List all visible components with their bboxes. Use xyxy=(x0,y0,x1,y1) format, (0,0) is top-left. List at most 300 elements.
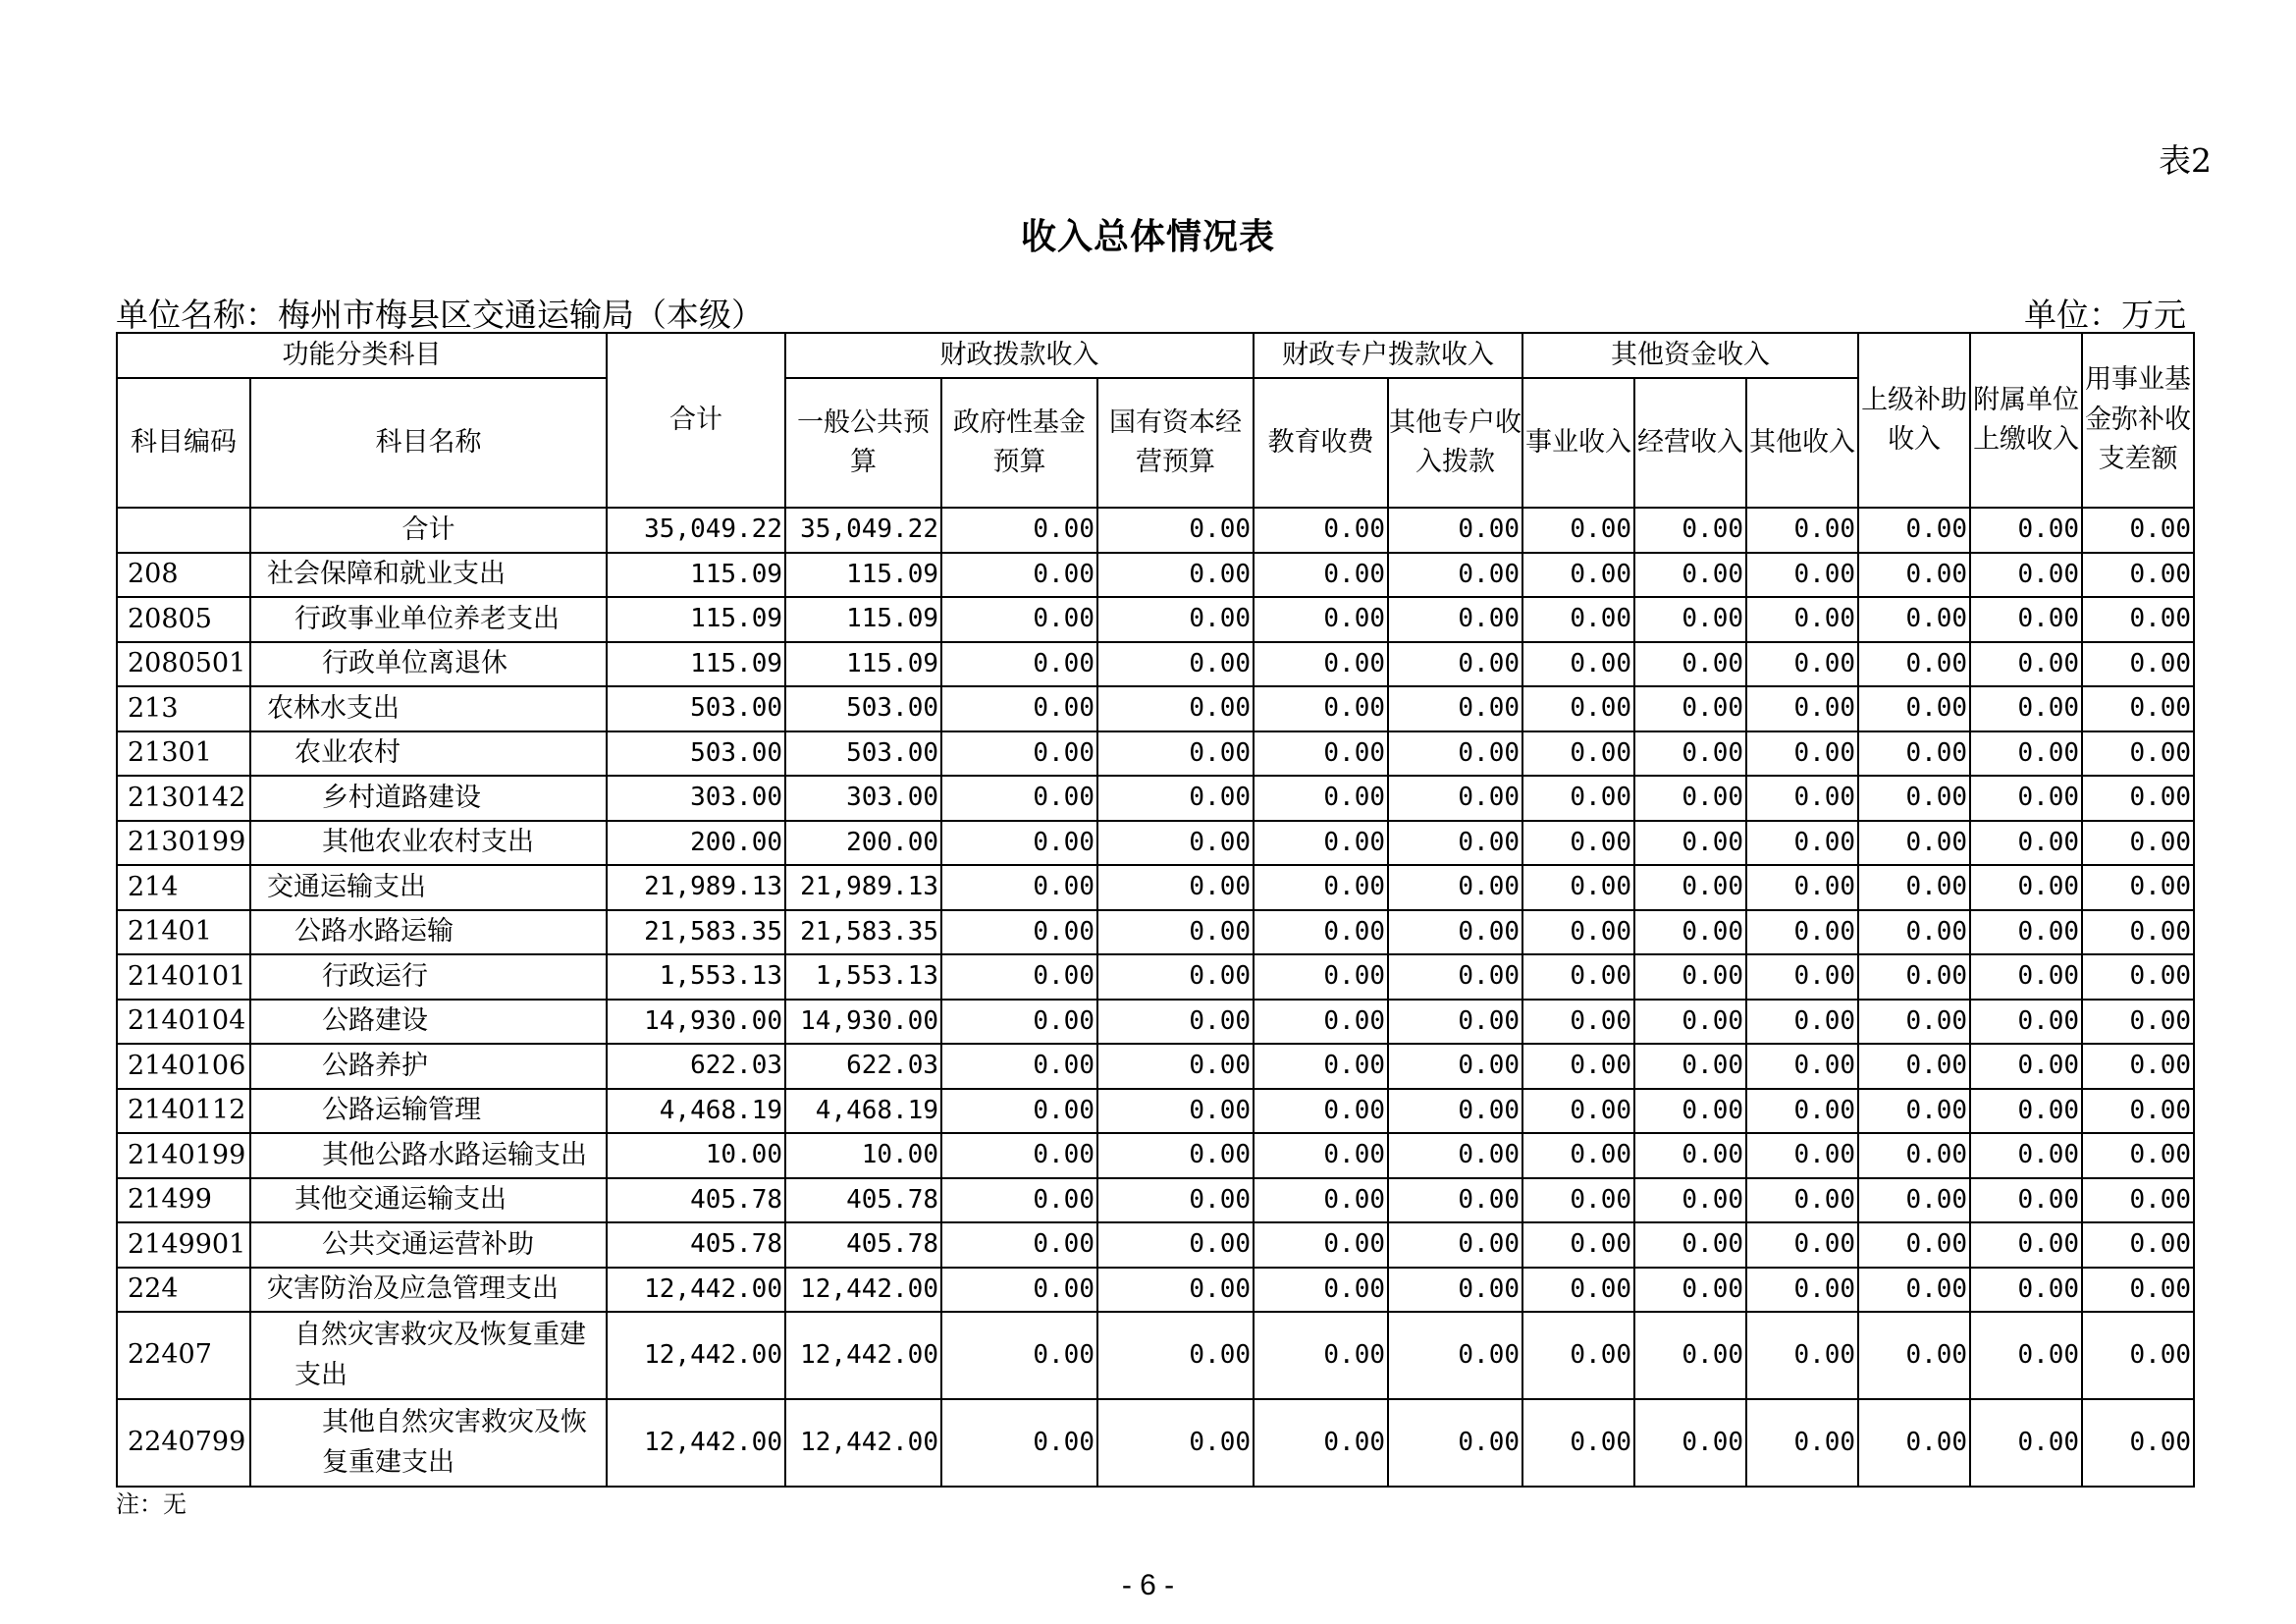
table-row xyxy=(117,1312,2194,1399)
cell-name: 其他农业农村支出 xyxy=(250,821,607,866)
cell-value: 0.00 xyxy=(1634,1178,1746,1223)
cell-value: 0.00 xyxy=(2082,508,2194,553)
cell-code: 2080501 xyxy=(117,642,250,687)
header-superior: 上级补助收入 xyxy=(1858,333,1970,508)
cell-value: 0.00 xyxy=(1858,1133,1970,1178)
cell-value: 0.00 xyxy=(1970,553,2082,598)
cell-value: 0.00 xyxy=(1254,865,1388,910)
cell-name: 公路运输管理 xyxy=(250,1089,607,1134)
header-other: 其他收入 xyxy=(1746,378,1858,508)
cell-value: 0.00 xyxy=(2082,1268,2194,1313)
cell-value: 0.00 xyxy=(1970,1312,2082,1399)
cell-value: 0.00 xyxy=(1746,865,1858,910)
cell-value: 10.00 xyxy=(607,1133,785,1178)
cell-value: 35,049.22 xyxy=(785,508,941,553)
cell-value: 405.78 xyxy=(785,1178,941,1223)
cell-code: 21499 xyxy=(117,1178,250,1223)
cell-value: 0.00 xyxy=(1746,1178,1858,1223)
cell-name: 行政单位离退休 xyxy=(250,642,607,687)
cell-value: 0.00 xyxy=(1522,1222,1634,1268)
cell-value: 0.00 xyxy=(941,686,1097,731)
cell-value: 21,989.13 xyxy=(607,865,785,910)
cell-value: 0.00 xyxy=(941,642,1097,687)
cell-value: 0.00 xyxy=(1388,597,1522,642)
cell-value: 0.00 xyxy=(2082,821,2194,866)
header-other-funds: 其他资金收入 xyxy=(1522,333,1858,378)
table-row xyxy=(117,954,2194,1000)
cell-value: 0.00 xyxy=(1970,1399,2082,1487)
cell-value: 0.00 xyxy=(1634,1312,1746,1399)
cell-value: 0.00 xyxy=(1097,1312,1254,1399)
cell-value: 405.78 xyxy=(785,1222,941,1268)
cell-value: 0.00 xyxy=(1746,642,1858,687)
cell-value: 0.00 xyxy=(2082,553,2194,598)
cell-value: 0.00 xyxy=(1097,686,1254,731)
cell-code xyxy=(117,508,250,553)
cell-value: 0.00 xyxy=(1970,821,2082,866)
cell-value: 0.00 xyxy=(1522,776,1634,821)
cell-value: 0.00 xyxy=(1522,508,1634,553)
cell-value: 115.09 xyxy=(785,642,941,687)
cell-value: 0.00 xyxy=(1522,1399,1634,1487)
cell-value: 0.00 xyxy=(1522,954,1634,1000)
cell-value: 0.00 xyxy=(1746,1000,1858,1045)
header-special: 财政专户拨款收入 xyxy=(1254,333,1522,378)
cell-value: 0.00 xyxy=(1388,1178,1522,1223)
cell-value: 303.00 xyxy=(785,776,941,821)
cell-value: 0.00 xyxy=(1522,910,1634,955)
cell-value: 0.00 xyxy=(1097,1044,1254,1089)
income-table xyxy=(116,332,2195,1488)
cell-value: 303.00 xyxy=(607,776,785,821)
cell-value: 0.00 xyxy=(1970,1044,2082,1089)
cell-value: 0.00 xyxy=(1746,1089,1858,1134)
page-title: 收入总体情况表 xyxy=(1020,216,1275,257)
table-row xyxy=(117,1089,2194,1134)
cell-value: 0.00 xyxy=(941,910,1097,955)
cell-value: 4,468.19 xyxy=(607,1089,785,1134)
cell-value: 0.00 xyxy=(1097,1178,1254,1223)
cell-value: 0.00 xyxy=(1388,686,1522,731)
header-code: 科目编码 xyxy=(117,378,250,508)
cell-value: 0.00 xyxy=(1746,910,1858,955)
cell-name: 交通运输支出 xyxy=(250,865,607,910)
cell-value: 0.00 xyxy=(1634,910,1746,955)
cell-value: 0.00 xyxy=(1254,597,1388,642)
cell-value: 0.00 xyxy=(1097,1268,1254,1313)
cell-code: 224 xyxy=(117,1268,250,1313)
cell-value: 0.00 xyxy=(1522,1000,1634,1045)
cell-value: 0.00 xyxy=(941,508,1097,553)
header-career: 事业收入 xyxy=(1522,378,1634,508)
header-total: 合计 xyxy=(607,333,785,508)
cell-value: 0.00 xyxy=(941,1399,1097,1487)
table-row xyxy=(117,1133,2194,1178)
unit-label: 单位：万元 xyxy=(2024,296,2186,334)
cell-value: 0.00 xyxy=(1097,508,1254,553)
cell-value: 0.00 xyxy=(1746,731,1858,777)
cell-value: 0.00 xyxy=(941,597,1097,642)
table-row xyxy=(117,776,2194,821)
cell-value: 0.00 xyxy=(1634,508,1746,553)
cell-value: 0.00 xyxy=(1746,553,1858,598)
header-edu-fee: 教育收费 xyxy=(1254,378,1388,508)
cell-value: 0.00 xyxy=(1858,910,1970,955)
cell-value: 0.00 xyxy=(1254,1399,1388,1487)
cell-value: 0.00 xyxy=(2082,776,2194,821)
cell-code: 21301 xyxy=(117,731,250,777)
cell-name: 其他交通运输支出 xyxy=(250,1178,607,1223)
cell-value: 200.00 xyxy=(607,821,785,866)
cell-value: 0.00 xyxy=(1746,1268,1858,1313)
header-affiliated: 附属单位上缴收入 xyxy=(1970,333,2082,508)
cell-value: 0.00 xyxy=(1858,508,1970,553)
table-row xyxy=(117,686,2194,731)
cell-code: 2140104 xyxy=(117,1000,250,1045)
cell-value: 0.00 xyxy=(1254,1000,1388,1045)
cell-value: 0.00 xyxy=(1388,954,1522,1000)
cell-value: 0.00 xyxy=(1254,553,1388,598)
cell-value: 0.00 xyxy=(1388,642,1522,687)
table-row xyxy=(117,821,2194,866)
cell-value: 0.00 xyxy=(1254,1312,1388,1399)
cell-value: 0.00 xyxy=(941,1133,1097,1178)
cell-value: 0.00 xyxy=(1388,1399,1522,1487)
cell-value: 0.00 xyxy=(1634,821,1746,866)
cell-value: 0.00 xyxy=(1746,508,1858,553)
cell-value: 115.09 xyxy=(785,553,941,598)
cell-name: 公路养护 xyxy=(250,1044,607,1089)
cell-value: 0.00 xyxy=(1858,553,1970,598)
cell-value: 0.00 xyxy=(2082,1178,2194,1223)
cell-value: 503.00 xyxy=(785,731,941,777)
cell-value: 0.00 xyxy=(941,731,1097,777)
cell-value: 0.00 xyxy=(1634,1133,1746,1178)
cell-value: 0.00 xyxy=(1097,731,1254,777)
cell-value: 12,442.00 xyxy=(785,1312,941,1399)
cell-value: 0.00 xyxy=(2082,1312,2194,1399)
cell-value: 0.00 xyxy=(1858,1178,1970,1223)
cell-name: 自然灾害救灾及恢复重建支出 xyxy=(250,1312,607,1399)
cell-value: 0.00 xyxy=(1970,642,2082,687)
cell-value: 115.09 xyxy=(607,553,785,598)
cell-value: 21,583.35 xyxy=(607,910,785,955)
cell-value: 0.00 xyxy=(1254,776,1388,821)
cell-value: 0.00 xyxy=(1522,821,1634,866)
cell-value: 0.00 xyxy=(1097,1133,1254,1178)
cell-value: 200.00 xyxy=(785,821,941,866)
cell-value: 0.00 xyxy=(2082,1089,2194,1134)
cell-value: 0.00 xyxy=(1097,1399,1254,1487)
cell-value: 0.00 xyxy=(1388,553,1522,598)
cell-value: 0.00 xyxy=(1388,1089,1522,1134)
cell-value: 0.00 xyxy=(1097,865,1254,910)
cell-value: 0.00 xyxy=(1746,1044,1858,1089)
cell-value: 0.00 xyxy=(941,1268,1097,1313)
cell-value: 0.00 xyxy=(1388,1268,1522,1313)
header-general-budget: 一般公共预算 xyxy=(785,378,941,508)
cell-value: 0.00 xyxy=(2082,865,2194,910)
cell-value: 0.00 xyxy=(1746,686,1858,731)
cell-value: 0.00 xyxy=(1254,508,1388,553)
cell-value: 0.00 xyxy=(1522,1044,1634,1089)
cell-value: 0.00 xyxy=(1634,1000,1746,1045)
cell-value: 0.00 xyxy=(1522,1178,1634,1223)
table-note: 注：无 xyxy=(116,1490,187,1518)
table-row xyxy=(117,553,2194,598)
cell-value: 12,442.00 xyxy=(785,1399,941,1487)
cell-value: 0.00 xyxy=(1097,1000,1254,1045)
cell-value: 503.00 xyxy=(785,686,941,731)
cell-value: 4,468.19 xyxy=(785,1089,941,1134)
cell-value: 0.00 xyxy=(1858,1399,1970,1487)
cell-value: 0.00 xyxy=(1970,731,2082,777)
cell-value: 0.00 xyxy=(1254,731,1388,777)
cell-value: 12,442.00 xyxy=(607,1312,785,1399)
table-row xyxy=(117,1399,2194,1487)
cell-value: 0.00 xyxy=(2082,642,2194,687)
cell-value: 0.00 xyxy=(1970,1178,2082,1223)
header-name: 科目名称 xyxy=(250,378,607,508)
cell-value: 0.00 xyxy=(1254,910,1388,955)
cell-value: 0.00 xyxy=(1970,1133,2082,1178)
cell-code: 2140106 xyxy=(117,1044,250,1089)
cell-value: 405.78 xyxy=(607,1222,785,1268)
cell-value: 0.00 xyxy=(1097,910,1254,955)
cell-value: 0.00 xyxy=(1746,821,1858,866)
table-row xyxy=(117,865,2194,910)
cell-name: 公路建设 xyxy=(250,1000,607,1045)
cell-value: 0.00 xyxy=(1858,1222,1970,1268)
cell-value: 0.00 xyxy=(1388,731,1522,777)
cell-value: 0.00 xyxy=(1254,821,1388,866)
cell-value: 0.00 xyxy=(2082,1399,2194,1487)
cell-value: 0.00 xyxy=(2082,686,2194,731)
cell-value: 0.00 xyxy=(1858,865,1970,910)
cell-value: 0.00 xyxy=(941,776,1097,821)
table-row xyxy=(117,910,2194,955)
cell-value: 0.00 xyxy=(1522,686,1634,731)
cell-value: 0.00 xyxy=(1746,954,1858,1000)
cell-value: 0.00 xyxy=(1522,731,1634,777)
cell-value: 0.00 xyxy=(1858,731,1970,777)
cell-name: 公路水路运输 xyxy=(250,910,607,955)
cell-value: 0.00 xyxy=(1254,1178,1388,1223)
cell-code: 214 xyxy=(117,865,250,910)
cell-name: 乡村道路建设 xyxy=(250,776,607,821)
cell-value: 0.00 xyxy=(1634,954,1746,1000)
cell-value: 0.00 xyxy=(941,1089,1097,1134)
cell-code: 2140101 xyxy=(117,954,250,1000)
cell-value: 0.00 xyxy=(2082,597,2194,642)
cell-value: 0.00 xyxy=(1388,1222,1522,1268)
cell-value: 0.00 xyxy=(1634,1044,1746,1089)
cell-value: 0.00 xyxy=(1254,1133,1388,1178)
cell-value: 0.00 xyxy=(1097,597,1254,642)
cell-value: 0.00 xyxy=(1522,553,1634,598)
cell-name: 灾害防治及应急管理支出 xyxy=(250,1268,607,1313)
cell-value: 0.00 xyxy=(2082,1222,2194,1268)
cell-value: 0.00 xyxy=(1522,1268,1634,1313)
cell-value: 0.00 xyxy=(1097,776,1254,821)
cell-value: 115.09 xyxy=(607,642,785,687)
table-row xyxy=(117,731,2194,777)
cell-value: 405.78 xyxy=(607,1178,785,1223)
cell-value: 0.00 xyxy=(1254,642,1388,687)
cell-value: 35,049.22 xyxy=(607,508,785,553)
cell-value: 1,553.13 xyxy=(785,954,941,1000)
cell-value: 0.00 xyxy=(1097,1089,1254,1134)
cell-value: 0.00 xyxy=(1970,508,2082,553)
cell-value: 0.00 xyxy=(1634,776,1746,821)
cell-value: 0.00 xyxy=(1634,1089,1746,1134)
cell-value: 0.00 xyxy=(1858,1268,1970,1313)
cell-code: 2130199 xyxy=(117,821,250,866)
cell-value: 0.00 xyxy=(2082,1133,2194,1178)
table-row xyxy=(117,1268,2194,1313)
cell-value: 0.00 xyxy=(2082,1044,2194,1089)
cell-value: 21,583.35 xyxy=(785,910,941,955)
cell-name: 合计 xyxy=(250,508,607,553)
cell-value: 115.09 xyxy=(607,597,785,642)
cell-value: 0.00 xyxy=(1388,776,1522,821)
cell-value: 0.00 xyxy=(1388,865,1522,910)
cell-value: 0.00 xyxy=(1097,954,1254,1000)
cell-value: 0.00 xyxy=(941,1178,1097,1223)
cell-value: 0.00 xyxy=(1634,1268,1746,1313)
cell-name: 其他公路水路运输支出 xyxy=(250,1133,607,1178)
cell-value: 0.00 xyxy=(941,865,1097,910)
cell-value: 0.00 xyxy=(1858,1000,1970,1045)
cell-code: 21401 xyxy=(117,910,250,955)
header-func-class: 功能分类科目 xyxy=(117,333,607,378)
cell-value: 0.00 xyxy=(1388,1044,1522,1089)
table-row-total xyxy=(117,508,2194,553)
cell-value: 0.00 xyxy=(1970,776,2082,821)
table-row xyxy=(117,1000,2194,1045)
cell-code: 208 xyxy=(117,553,250,598)
cell-value: 0.00 xyxy=(1634,1222,1746,1268)
cell-value: 0.00 xyxy=(941,821,1097,866)
cell-value: 0.00 xyxy=(2082,731,2194,777)
cell-value: 0.00 xyxy=(1254,1268,1388,1313)
cell-code: 2130142 xyxy=(117,776,250,821)
cell-value: 10.00 xyxy=(785,1133,941,1178)
cell-value: 0.00 xyxy=(941,1000,1097,1045)
cell-value: 0.00 xyxy=(941,1312,1097,1399)
cell-code: 20805 xyxy=(117,597,250,642)
cell-value: 0.00 xyxy=(1388,1133,1522,1178)
table-number: 表2 xyxy=(2159,141,2212,180)
cell-value: 0.00 xyxy=(2082,1000,2194,1045)
cell-value: 0.00 xyxy=(1746,1133,1858,1178)
cell-value: 0.00 xyxy=(1746,1222,1858,1268)
cell-value: 622.03 xyxy=(785,1044,941,1089)
cell-value: 0.00 xyxy=(1522,1133,1634,1178)
page-number: - 6 - xyxy=(1121,1569,1175,1601)
cell-value: 503.00 xyxy=(607,686,785,731)
table-row xyxy=(117,642,2194,687)
table-row xyxy=(117,1044,2194,1089)
cell-value: 0.00 xyxy=(1522,1089,1634,1134)
cell-value: 12,442.00 xyxy=(785,1268,941,1313)
header-other-special: 其他专户收入拨款 xyxy=(1388,378,1522,508)
cell-name: 社会保障和就业支出 xyxy=(250,553,607,598)
cell-value: 0.00 xyxy=(1858,1044,1970,1089)
cell-value: 0.00 xyxy=(941,1044,1097,1089)
cell-value: 0.00 xyxy=(1970,910,2082,955)
cell-value: 115.09 xyxy=(785,597,941,642)
cell-value: 0.00 xyxy=(1970,1089,2082,1134)
cell-value: 12,442.00 xyxy=(607,1399,785,1487)
cell-value: 0.00 xyxy=(1970,1268,2082,1313)
cell-value: 0.00 xyxy=(2082,954,2194,1000)
cell-value: 0.00 xyxy=(1858,597,1970,642)
cell-value: 0.00 xyxy=(941,553,1097,598)
cell-name: 行政运行 xyxy=(250,954,607,1000)
cell-value: 0.00 xyxy=(1522,597,1634,642)
cell-value: 0.00 xyxy=(1634,686,1746,731)
cell-code: 2140112 xyxy=(117,1089,250,1134)
cell-code: 22407 xyxy=(117,1312,250,1399)
header-gov-fund: 政府性基金预算 xyxy=(941,378,1097,508)
cell-value: 0.00 xyxy=(1746,597,1858,642)
cell-value: 0.00 xyxy=(1634,731,1746,777)
cell-value: 0.00 xyxy=(1858,1312,1970,1399)
cell-code: 213 xyxy=(117,686,250,731)
cell-value: 0.00 xyxy=(1746,1312,1858,1399)
cell-name: 农业农村 xyxy=(250,731,607,777)
table-row xyxy=(117,597,2194,642)
cell-value: 0.00 xyxy=(1858,686,1970,731)
header-state-capital: 国有资本经营预算 xyxy=(1097,378,1254,508)
cell-value: 0.00 xyxy=(1970,865,2082,910)
cell-code: 2240799 xyxy=(117,1399,250,1487)
cell-value: 0.00 xyxy=(1522,1312,1634,1399)
cell-value: 0.00 xyxy=(941,1222,1097,1268)
cell-value: 21,989.13 xyxy=(785,865,941,910)
table-row xyxy=(117,1222,2194,1268)
cell-value: 0.00 xyxy=(1388,1312,1522,1399)
cell-value: 0.00 xyxy=(1634,865,1746,910)
table-row xyxy=(117,1178,2194,1223)
cell-value: 0.00 xyxy=(1970,954,2082,1000)
cell-name: 行政事业单位养老支出 xyxy=(250,597,607,642)
cell-value: 14,930.00 xyxy=(607,1000,785,1045)
cell-value: 0.00 xyxy=(941,954,1097,1000)
cell-value: 0.00 xyxy=(1634,1399,1746,1487)
cell-value: 0.00 xyxy=(1970,686,2082,731)
cell-value: 0.00 xyxy=(1254,1044,1388,1089)
cell-value: 0.00 xyxy=(1970,1222,2082,1268)
cell-value: 503.00 xyxy=(607,731,785,777)
cell-value: 0.00 xyxy=(1388,508,1522,553)
cell-value: 0.00 xyxy=(1858,954,1970,1000)
unit-name: 单位名称：梅州市梅县区交通运输局（本级） xyxy=(116,296,764,334)
cell-value: 0.00 xyxy=(1388,1000,1522,1045)
cell-value: 0.00 xyxy=(1858,642,1970,687)
cell-value: 12,442.00 xyxy=(607,1268,785,1313)
cell-value: 0.00 xyxy=(1388,821,1522,866)
cell-value: 0.00 xyxy=(1254,954,1388,1000)
cell-value: 0.00 xyxy=(1634,642,1746,687)
cell-value: 0.00 xyxy=(1858,821,1970,866)
cell-value: 0.00 xyxy=(1522,865,1634,910)
cell-value: 0.00 xyxy=(1097,553,1254,598)
cell-value: 1,553.13 xyxy=(607,954,785,1000)
cell-value: 0.00 xyxy=(1388,910,1522,955)
cell-value: 0.00 xyxy=(2082,910,2194,955)
